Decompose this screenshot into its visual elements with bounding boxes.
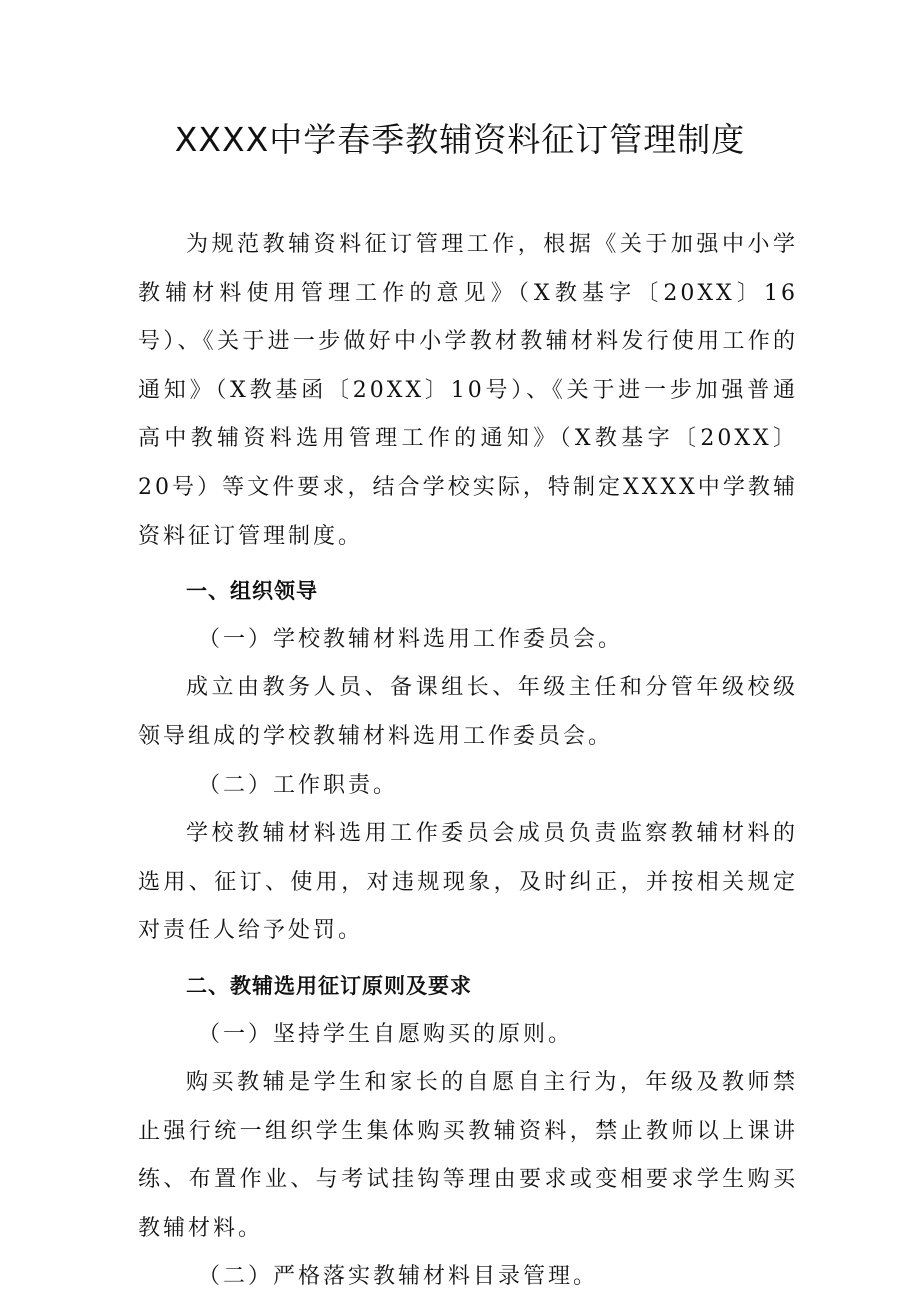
section-heading-organization: 一、组织领导: [186, 579, 318, 604]
subheading-committee: （一）学校教辅材料选用工作委员会。: [198, 626, 624, 652]
paragraph-voluntary: 购买教辅是学生和家长的自愿自主行为，年级及教师禁止强行统一组织学生集体购买教辅资料，禁止教师以上课讲练、布置作业、与考试挂钩等理由要求或变相要求学生购买教辅材料。: [138, 1070, 798, 1241]
intro-paragraph: 为规范教辅资料征订管理工作，根据《关于加强中小学教辅材料使用管理工作的意见》（X教基字〔20XX〕16号）、《关于进一步做好中小学教材教辅材料发行使用工作的通知》（X教基函〔20XX〕10号）、《关于进一步加强普通高中教辅资料选用管理工作的通知》（X教基字〔20XX〕20号）等文件要求，结合学校实际，特制定XXXX中学教辅资料征订管理制度。: [138, 232, 798, 549]
subheading-catalog: （二）严格落实教辅材料目录管理。: [198, 1264, 599, 1290]
subheading-voluntary: （一）坚持学生自愿购买的原则。: [198, 1021, 574, 1047]
subheading-duties: （二）工作职责。: [198, 772, 399, 798]
section-heading-principles: 二、教辅选用征订原则及要求: [186, 973, 472, 998]
paragraph-committee: 成立由教务人员、备课组长、年级主任和分管年级校级领导组成的学校教辅材料选用工作委员会。: [138, 675, 798, 749]
document-body: [138, 221, 798, 1302]
paragraph-duties: 学校教辅材料选用工作委员会成员负责监察教辅材料的选用、征订、使用，对违规现象，及时纠正，并按相关规定对责任人给予处罚。: [138, 821, 798, 944]
document-title: XXXX中学春季教辅资料征订管理制度: [174, 120, 746, 159]
